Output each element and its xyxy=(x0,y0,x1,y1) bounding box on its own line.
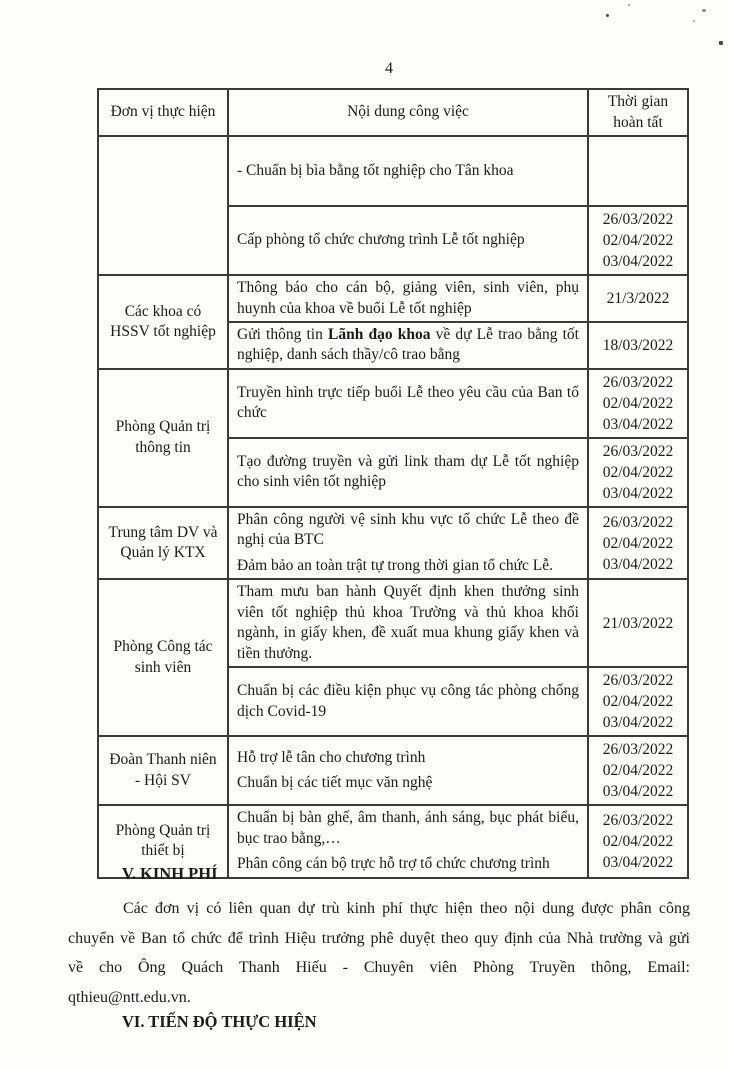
table-row xyxy=(98,579,688,667)
section-heading-tien-do: VI. TIẾN ĐỘ THỰC HIỆN xyxy=(122,1012,317,1031)
deadline-date: 03/04/2022 xyxy=(602,555,674,573)
deadline-date: 02/04/2022 xyxy=(602,463,674,481)
task-text: Cấp phòng tổ chức chương trình Lễ tốt nghiệp xyxy=(237,231,525,249)
deadline-date: 26/03/2022 xyxy=(602,442,674,460)
task-text: Chuẩn bị các điều kiện phục vụ công tác phòng chống dịch Covid-19 xyxy=(237,682,579,720)
task-cell xyxy=(228,136,588,206)
task-cell xyxy=(228,206,588,275)
task-text: - Chuẩn bị bìa bằng tốt nghiệp cho Tân khoa xyxy=(237,161,514,179)
task-cell xyxy=(228,579,588,667)
deadline-date: 26/03/2022 xyxy=(602,811,674,829)
deadline-date: 03/04/2022 xyxy=(602,783,674,801)
unit-cell: Trung tâm DV và Quản lý KTX xyxy=(98,507,228,579)
kinh-phi-paragraph: Các đơn vị có liên quan dự trù kinh phí thực hiện theo nội dung được phân công chuyển về Ban tổ chức để trình Hiệu trưởng phê duyệt theo quy định của Nhà trường và gửi về cho Ông Quách Thanh Hiếu - Chuyên viên Phòng Truyền thông, Email: qthieu@ntt.edu.vn. xyxy=(68,900,690,1006)
task-text: Phân công người vệ sinh khu vực tổ chức Lễ theo đề nghị của BTC xyxy=(237,510,579,549)
table-row xyxy=(98,736,688,805)
task-cell xyxy=(228,369,588,438)
deadline-date: 02/04/2022 xyxy=(602,232,674,249)
deadline-cell xyxy=(588,206,688,275)
task-text: Thông báo cho cán bộ, giảng viên, sinh viên, phụ huynh của khoa về buổi Lễ tốt nghiệp xyxy=(237,279,579,317)
scan-speck xyxy=(606,14,609,17)
table-row xyxy=(98,136,688,206)
deadline-cell xyxy=(588,136,688,206)
task-cell xyxy=(228,322,588,369)
assignment-schedule-table xyxy=(97,88,689,879)
deadline-date: 03/04/2022 xyxy=(602,253,674,270)
deadline-cell xyxy=(588,369,688,438)
table-header-row xyxy=(98,89,688,136)
table-row xyxy=(98,369,688,438)
task-text-bold: Lãnh đạo khoa xyxy=(327,326,431,343)
unit-cell: Phòng Công tác sinh viên xyxy=(98,579,228,736)
deadline-date: 02/04/2022 xyxy=(602,762,674,780)
task-text-suffix: về dự Lễ trao bằng tốt nghiệp, danh sách thầy/cô trao bằng xyxy=(237,326,579,364)
deadline-date: 02/04/2022 xyxy=(602,394,674,412)
deadline-date: 02/04/2022 xyxy=(602,534,674,552)
task-cell xyxy=(228,507,588,579)
table-row xyxy=(98,507,688,579)
task-text-prefix: Gửi thông tin xyxy=(237,326,328,343)
deadline-date: 26/03/2022 xyxy=(602,373,674,391)
task-cell xyxy=(228,438,588,507)
deadline-date: 03/04/2022 xyxy=(602,484,674,502)
task-cell xyxy=(228,275,588,322)
task-text: Truyền hình trực tiếp buổi Lễ theo yêu cầu của Ban tổ chức xyxy=(237,383,579,422)
deadline-date: 02/04/2022 xyxy=(602,832,674,850)
deadline-date: 03/04/2022 xyxy=(602,853,674,871)
unit-cell: Các khoa có HSSV tốt nghiệp xyxy=(98,275,228,369)
table-row xyxy=(98,275,688,322)
scan-speck xyxy=(702,9,706,12)
deadline-cell xyxy=(588,438,688,507)
deadline-date: 03/04/2022 xyxy=(602,415,674,433)
task-text: Tạo đường truyền và gửi link tham dự Lễ tốt nghiệp cho sinh viên tốt nghiệp xyxy=(237,452,579,491)
deadline-cell xyxy=(588,736,688,805)
deadline-date: 26/03/2022 xyxy=(602,211,674,228)
deadline-date: 26/03/2022 xyxy=(602,741,674,759)
task-cell xyxy=(228,736,588,805)
deadline-date: 26/03/2022 xyxy=(602,513,674,531)
deadline-date: 21/3/2022 xyxy=(606,290,670,307)
deadline-cell xyxy=(588,275,688,322)
unit-cell: Đoàn Thanh niên - Hội SV xyxy=(98,736,228,805)
deadline-cell xyxy=(588,507,688,579)
scan-speck xyxy=(719,41,723,45)
task-text: Hỗ trợ lễ tân cho chương trình xyxy=(237,748,426,766)
deadline-cell xyxy=(588,322,688,369)
task-cell xyxy=(228,667,588,736)
unit-cell xyxy=(98,136,228,275)
deadline-date: 26/03/2022 xyxy=(602,672,674,690)
task-text: Tham mưu ban hành Quyết định khen thưởng sinh viên tốt nghiệp thủ khoa Trường và thủ khoa khối ngành, in giấy khen, đề xuất mua khung giấy khen và tiền thưởng. xyxy=(237,583,579,662)
header-deadline: Thời gian hoàn tất xyxy=(588,89,688,136)
deadline-date: 21/03/2022 xyxy=(602,614,674,632)
deadline-cell xyxy=(588,579,688,667)
deadline-cell xyxy=(588,805,688,877)
scan-speck xyxy=(693,20,695,22)
deadline-date: 03/04/2022 xyxy=(602,714,674,732)
deadline-cell xyxy=(588,667,688,736)
deadline-date: 02/04/2022 xyxy=(602,693,674,711)
task-text: Chuẩn bị các tiết mục văn nghệ xyxy=(237,774,433,792)
header-task: Nội dung công việc xyxy=(228,89,588,136)
task-text: Chuẩn bị bàn ghế, âm thanh, ánh sáng, bục phát biểu, bục trao bằng,… xyxy=(237,809,579,847)
header-unit: Đơn vị thực hiện xyxy=(98,89,228,136)
scan-speck xyxy=(628,4,630,6)
task-text: Phân công cán bộ trực hỗ trợ tổ chức chương trình xyxy=(237,855,550,873)
page-number: 4 xyxy=(385,60,393,77)
deadline-date: 18/03/2022 xyxy=(602,336,674,354)
task-cell xyxy=(228,805,588,877)
unit-cell: Phòng Quản trị thông tin xyxy=(98,369,228,507)
unit-cell: Phòng Quản trị thiết bị xyxy=(98,805,228,877)
task-text: Đảm bảo an toàn trật tự trong thời gian tổ chức Lễ. xyxy=(237,556,553,574)
task-text xyxy=(237,325,579,366)
section-heading-kinh-phi: V. KINH PHÍ xyxy=(122,864,218,883)
